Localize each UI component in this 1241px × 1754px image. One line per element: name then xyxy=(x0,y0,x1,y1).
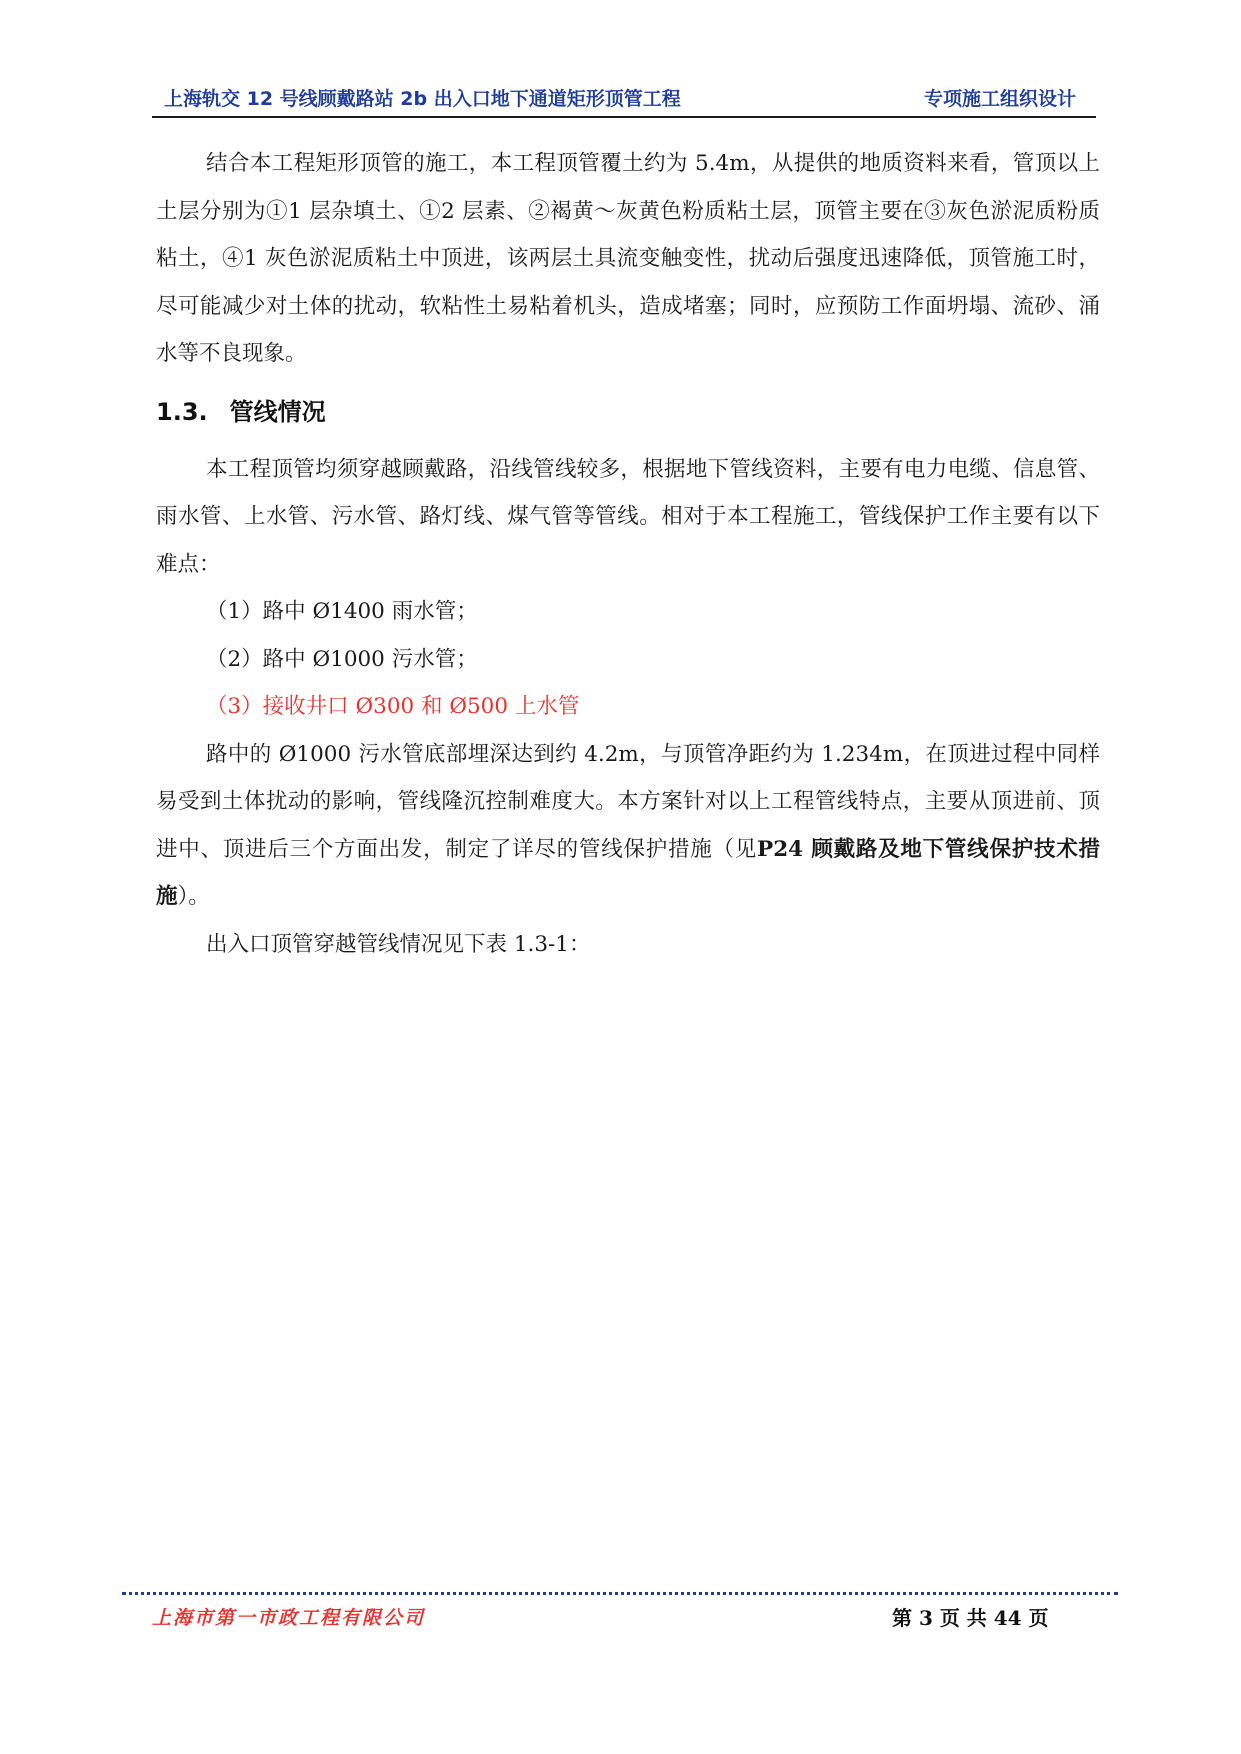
paragraph-pipelines-intro: 本工程顶管均须穿越顾戴路，沿线管线较多，根据地下管线资料，主要有电力电缆、信息管、雨水管、上水管、污水管、路灯线、煤气管等管线。相对于本工程施工，管线保护工作主要有以下难点： xyxy=(156,456,1100,577)
page-header xyxy=(152,86,1096,118)
footer-company-name: 上海市第一市政工程有限公司 xyxy=(152,1607,426,1629)
footer-page-number: 第 3 页 共 44 页 xyxy=(892,1606,1049,1630)
header-project-title: 上海轨交 12 号线顾戴路站 2b 出入口地下通道矩形顶管工程 xyxy=(164,88,681,110)
protection-measures-reference: P24 顾戴路及地下管线保护技术措施 xyxy=(156,836,1100,909)
section-number: 1.3. xyxy=(156,397,208,426)
paragraph-geology: 结合本工程矩形顶管的施工，本工程顶管覆土约为 5.4m，从提供的地质资料来看，管顶以上土层分别为①1 层杂填土、①2 层素、②褐黄～灰黄色粉质粘土层，顶管主要在③灰色淤泥质粉质粘土，④1 灰色淤泥质粘土中顶进，该两层土具流变触变性，扰动后强度迅速降低，顶管施工时，尽可能减少对土体的扰动，软粘性土易粘着机头，造成堵塞；同时，应预防工作面坍塌、流砂、涌水等不良现象。 xyxy=(156,151,1100,366)
paragraph-table-reference: 出入口顶管穿越管线情况见下表 1.3-1： xyxy=(206,931,591,957)
document-body xyxy=(156,140,1100,968)
paragraph-protection-text: 路中的 Ø1000 污水管底部埋深达到约 4.2m，与顶管净距约为 1.234m，在顶进过程中同样易受到土体扰动的影响，管线隆沉控制难度大。本方案针对以上工程管线特点，主要从顶进前、顶进中、顶进后三个方面出发，制定了详尽的管线保护措施（见 xyxy=(156,741,1100,862)
section-title: 管线情况 xyxy=(229,397,326,426)
paragraph-protection-measures xyxy=(156,731,1100,921)
header-document-type: 专项施工组织设计 xyxy=(923,88,1076,110)
list-item-rainwater-pipe: （1）路中 Ø1400 雨水管； xyxy=(206,599,478,624)
section-heading xyxy=(156,378,1100,446)
list-item-water-supply-pipe: （3）接收井口 Ø300 和 Ø500 上水管 xyxy=(206,694,580,719)
list-item-sewage-pipe: （2）路中 Ø1000 污水管； xyxy=(206,646,478,672)
footer-divider xyxy=(122,1592,1118,1595)
paragraph-protection-end: ）。 xyxy=(177,884,210,909)
